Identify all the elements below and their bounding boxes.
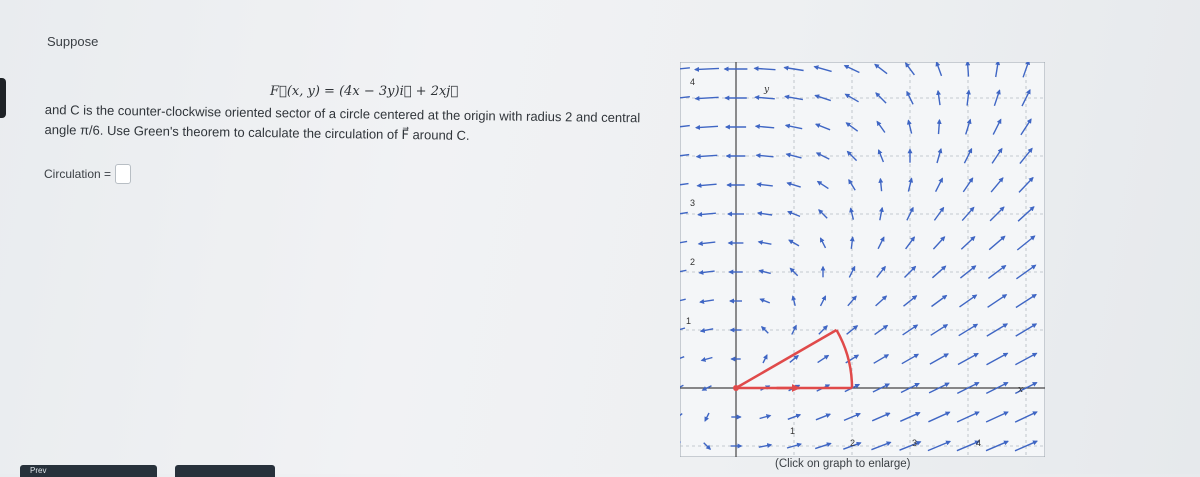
x-axis-label: x (1018, 385, 1023, 395)
problem-intro: Suppose (47, 34, 98, 49)
field-arrow (939, 120, 940, 134)
vector-field-formula: F⃗(x, y) = (4x − 3y)i⃗ + 2xj⃗ (270, 84, 458, 99)
y-tick-label-4: 4 (690, 77, 695, 87)
circulation-row (44, 164, 131, 184)
x-tick-label-4: 4 (976, 438, 981, 448)
problem-line-1: and C is the counter-clockwise oriented sector of a circle centered at the origin with radius 2 and central (45, 100, 665, 129)
circulation-label: Circulation = (44, 167, 111, 181)
previous-button-label: Prev (30, 466, 46, 475)
x-tick-label-3: 3 (912, 438, 917, 448)
sector-origin-point (733, 385, 739, 391)
y-tick-label-1: 1 (686, 316, 691, 326)
vector-field-graph[interactable] (680, 62, 1045, 462)
x-tick-label-1: 1 (790, 426, 795, 436)
y-tick-label-2: 2 (690, 257, 695, 267)
next-button[interactable] (175, 465, 275, 477)
x-tick-label-2: 2 (850, 438, 855, 448)
y-tick-label-3: 3 (690, 198, 695, 208)
circulation-input[interactable] (115, 164, 131, 184)
problem-line-2: angle π/6. Use Green's theorem to calculate the circulation of F⃗ around C. (44, 120, 664, 149)
enlarge-graph-link[interactable]: (Click on graph to enlarge) (775, 458, 911, 470)
plot-background (680, 62, 1045, 457)
problem-statement (44, 100, 664, 149)
vector-field-plot[interactable] (680, 62, 1045, 457)
window-edge (0, 78, 6, 118)
y-axis-label: y (763, 85, 770, 95)
